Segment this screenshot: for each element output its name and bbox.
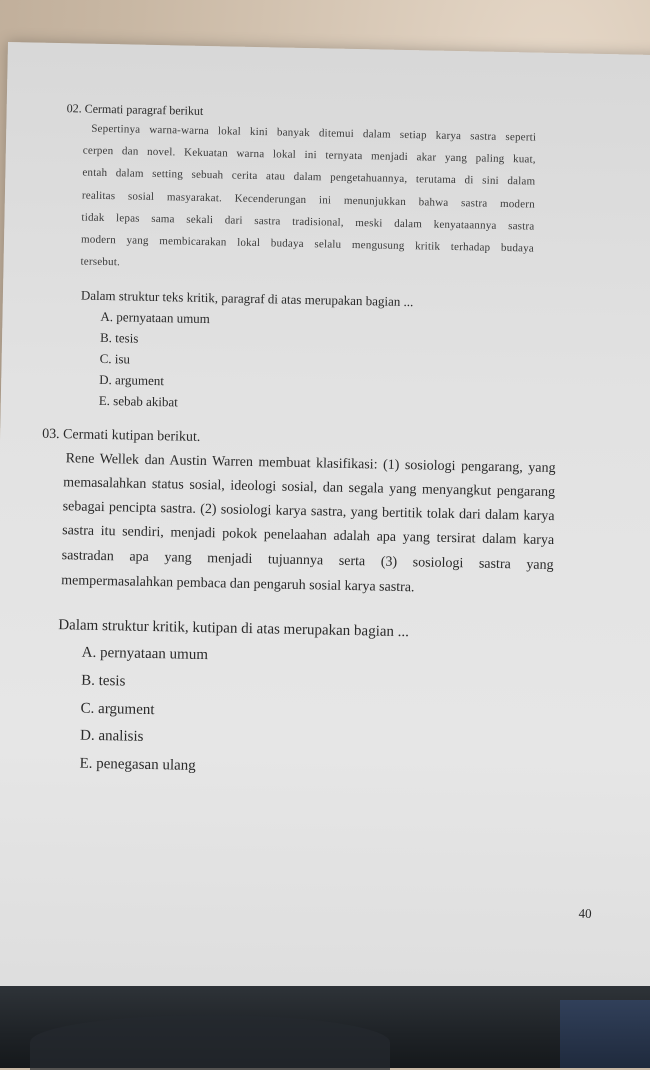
q3-option-c: C. argument: [80, 700, 155, 719]
foreground-fold: [30, 1015, 390, 1070]
q2-option-b: B. tesis: [99, 329, 139, 346]
page-number: 40: [578, 905, 592, 921]
q3-prompt: Dalam struktur kritik, kutipan di atas merupakan bagian ...: [58, 617, 410, 641]
q3-paragraph-line: mempermasalahkan pembaca dan pengaruh sosial karya sastra.: [61, 573, 415, 596]
q2-paragraph-line: Sepertinya warna-warna lokal kini banyak ditemui dalam setiap karya sastra seperti: [91, 122, 537, 144]
q3-paragraph-line: sebagai pencipta sastra. (2) sosiologi karya sastra, yang bertitik tolak dari dalam karya: [62, 499, 555, 525]
q2-heading: 02. Cermati paragraf berikut: [66, 101, 204, 118]
q2-paragraph-line: realitas sosial masyarakat. Kecenderungan ini menunjukkan bahwa sastra modern: [81, 189, 535, 211]
q3-option-e: E. penegasan ulang: [79, 755, 196, 774]
q2-option-a: A. pernyataan umum: [100, 308, 211, 327]
q3-paragraph-line: sastradan apa yang menjadi tujuannya serta (3) sosiologi sastra yang: [61, 548, 554, 574]
q3-paragraph-line: sastra itu sendiri, menjadi pokok penelaahan adalah apa yang tersirat dalam karya: [62, 523, 555, 549]
q2-paragraph-line: tersebut.: [80, 255, 121, 269]
q2-paragraph-line: entah dalam setting sebuah cerita atau dalam pengetahuannya, terutama di sini dalam: [82, 166, 536, 188]
q2-paragraph-line: modern yang membicarakan lokal budaya selalu mengusung kritik terhadap budaya: [80, 233, 535, 255]
q3-option-b: B. tesis: [81, 672, 126, 690]
q2-option-d: D. argument: [99, 371, 165, 389]
exam-page: [0, 42, 650, 1056]
q2-option-e: E. sebab akibat: [98, 392, 179, 410]
q2-paragraph-line: tidak lepas sama sekali dari sastra tradisional, meski dalam kenyataannya sastra: [81, 211, 535, 233]
q3-option-d: D. analisis: [79, 727, 144, 745]
q3-paragraph-line: Rene Wellek dan Austin Warren membuat klasifikasi: (1) sosiologi pengarang, yang: [65, 451, 556, 477]
foreground-blue-fabric: [560, 1000, 650, 1068]
q2-prompt: Dalam struktur teks kritik, paragraf di atas merupakan bagian ...: [80, 287, 414, 310]
q3-option-a: A. pernyataan umum: [81, 644, 209, 664]
paper-sheet: [0, 42, 650, 1056]
q2-option-c: C. isu: [99, 350, 131, 367]
q3-heading: 03. Cermati kutipan berikut.: [41, 426, 201, 445]
q3-paragraph-line: memasalahkan status sosial, ideologi sosial, dan segala yang menyangkut pengarang: [63, 475, 556, 501]
q2-paragraph-line: cerpen dan novel. Kekuatan warna lokal ini ternyata menjadi akar yang paling kuat,: [82, 144, 536, 166]
